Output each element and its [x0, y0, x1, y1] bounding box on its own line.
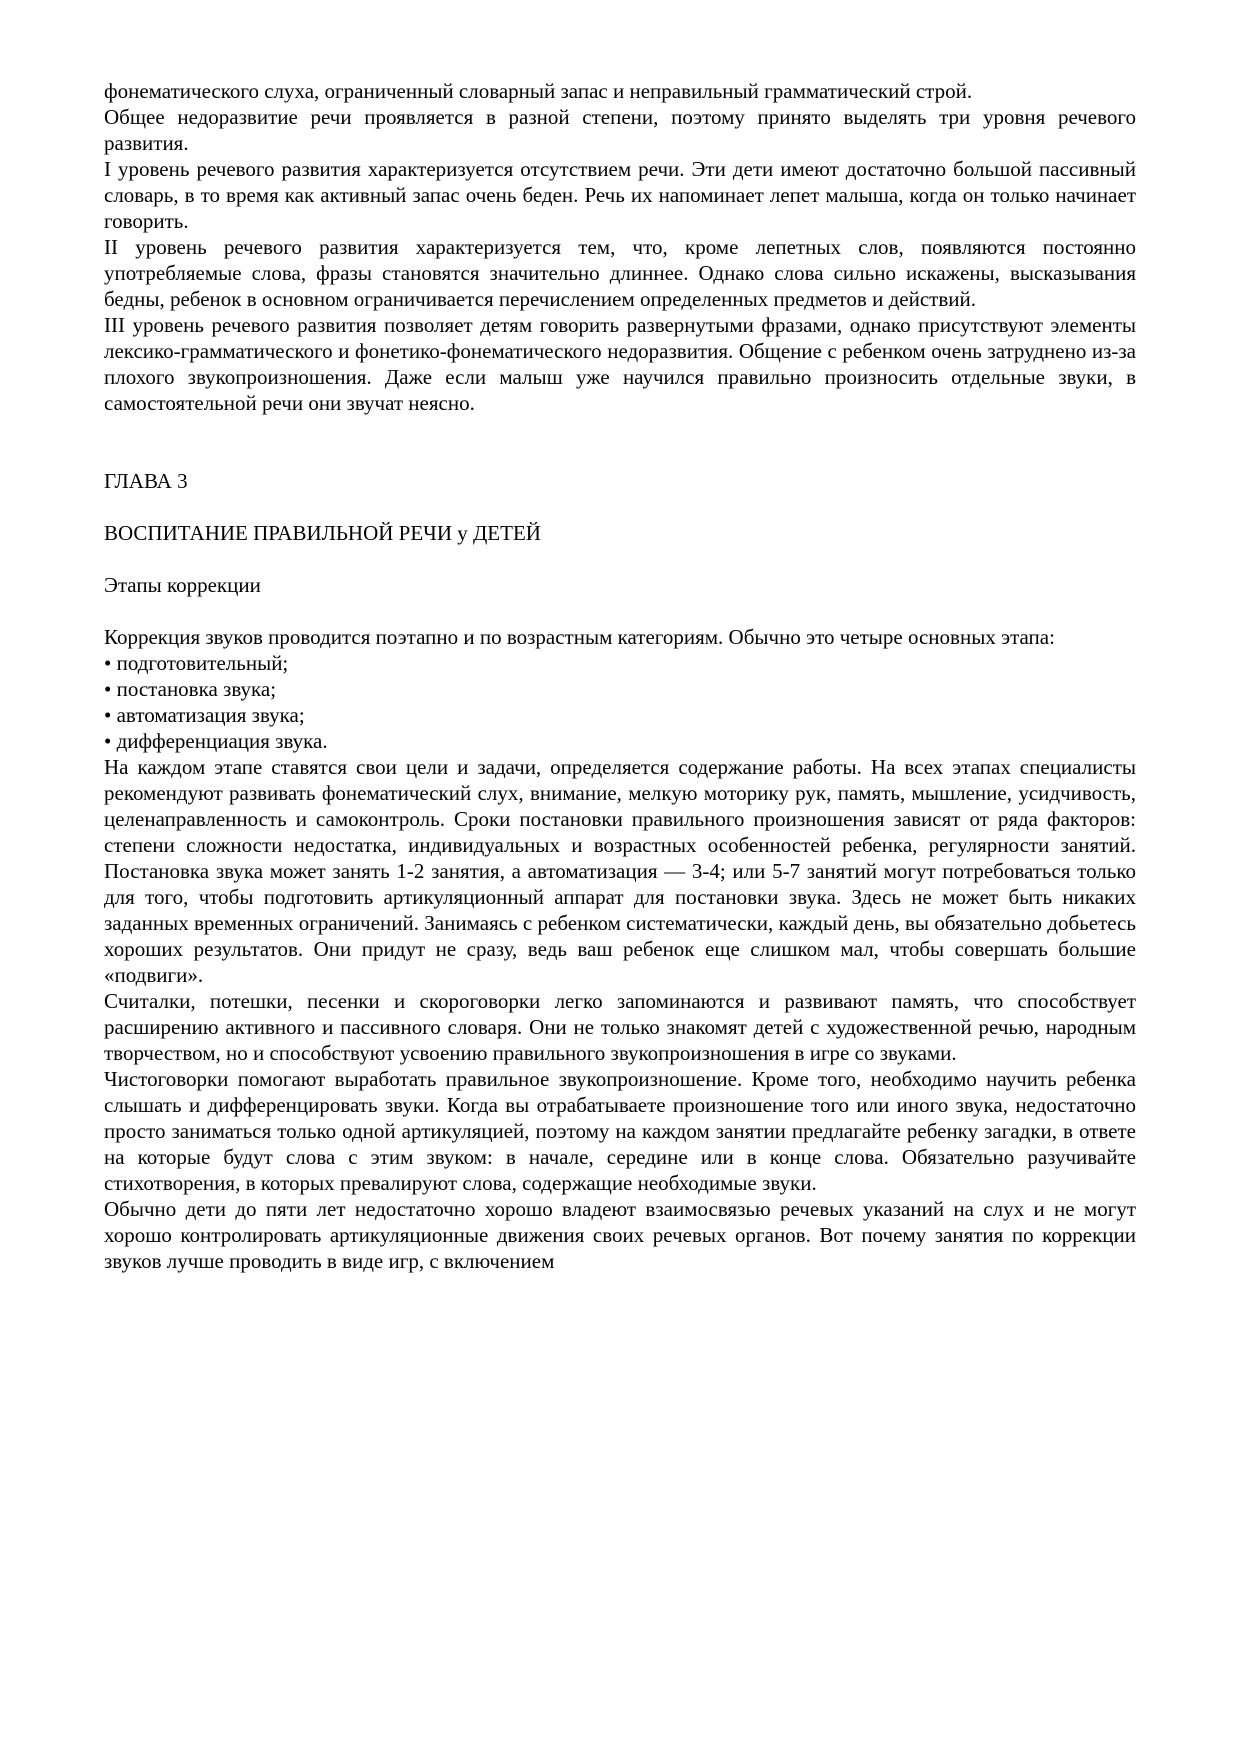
- paragraph: Считалки, потешки, песенки и скороговорки легко запоминаются и развивают память, что способствует расширению активного и пассивного словаря. Они не только знакомят детей с художественной речью, народным творчеством, но и способствуют усвоению правильного звукопроизношения в игре со звуками.: [104, 989, 1136, 1065]
- bullet-item: • постановка звука;: [104, 677, 277, 701]
- section-heading: ВОСПИТАНИЕ ПРАВИЛЬНОЙ РЕЧИ у ДЕТЕЙ: [104, 521, 541, 545]
- bullet-item: • автоматизация звука;: [104, 703, 305, 727]
- chapter-heading: ГЛАВА 3: [104, 469, 188, 493]
- bullet-item: • подготовительный;: [104, 651, 289, 675]
- paragraph: III уровень речевого развития позволяет детям говорить развернутыми фразами, однако присутствуют элементы лексико-грамматического и фонетико-фонематического недоразвития. Общение с ребенком очень затруднено из-за плохого звукопроизношения. Даже если малыш уже научился правильно произносить отдельные звуки, в самостоятельной речи они звучат неясно.: [104, 313, 1136, 415]
- paragraph: Коррекция звуков проводится поэтапно и по возрастным категориям. Обычно это четыре основных этапа:: [104, 625, 1055, 649]
- paragraph: Общее недоразвитие речи проявляется в разной степени, поэтому принято выделять три уровня речевого развития.: [104, 105, 1136, 155]
- paragraph: I уровень речевого развития характеризуется отсутствием речи. Эти дети имеют достаточно большой пассивный словарь, в то время как активный запас очень беден. Речь их напоминает лепет малыша, когда он только начинает говорить.: [104, 157, 1136, 233]
- paragraph: II уровень речевого развития характеризуется тем, что, кроме лепетных слов, появляются постоянно употребляемые слова, фразы становятся значительно длиннее. Однако слова сильно искажены, высказывания бедны, ребенок в основном ограничивается перечислением определенных предметов и действий.: [104, 235, 1136, 311]
- bullet-item: • дифференциация звука.: [104, 729, 328, 753]
- paragraph: На каждом этапе ставятся свои цели и задачи, определяется содержание работы. На всех этапах специалисты рекомендуют развивать фонематический слух, внимание, мелкую моторику рук, память, мышление, усидчивость, целенаправленность и самоконтроль. Сроки постановки правильного произношения зависят от ряда факторов: степени сложности недостатка, индивидуальных и возрастных особенностей ребенка, регулярности занятий. Постановка звука может занять 1-2 занятия, а автоматизация — 3-4; или 5-7 занятий могут потребоваться только для того, чтобы подготовить артикуляционный аппарат для постановки звука. Здесь не может быть никаких заданных временных ограничений. Занимаясь с ребенком систематически, каждый день, вы обязательно добьетесь хороших результатов. Они придут не сразу, ведь ваш ребенок еще слишком мал, чтобы совершать большие «подвиги».: [104, 755, 1136, 987]
- subsection-heading: Этапы коррекции: [104, 573, 261, 597]
- paragraph: Обычно дети до пяти лет недостаточно хорошо владеют взаимосвязью речевых указаний на слух и не могут хорошо контролировать артикуляционные движения своих речевых органов. Вот почему занятия по коррекции звуков лучше проводить в виде игр, с включением: [104, 1197, 1136, 1273]
- paragraph: Чистоговорки помогают выработать правильное звукопроизношение. Кроме того, необходимо научить ребенка слышать и дифференцировать звуки. Когда вы отрабатываете произношение того или иного звука, недостаточно просто заниматься только одной артикуляцией, поэтому на каждом занятии предлагайте ребенку загадки, в ответе на которые будут слова с этим звуком: в начале, середине или в конце слова. Обязательно разучивайте стихотворения, в которых превалируют слова, содержащие необходимые звуки.: [104, 1067, 1136, 1195]
- paragraph: фонематического слуха, ограниченный словарный запас и неправильный грамматический строй.: [104, 79, 973, 103]
